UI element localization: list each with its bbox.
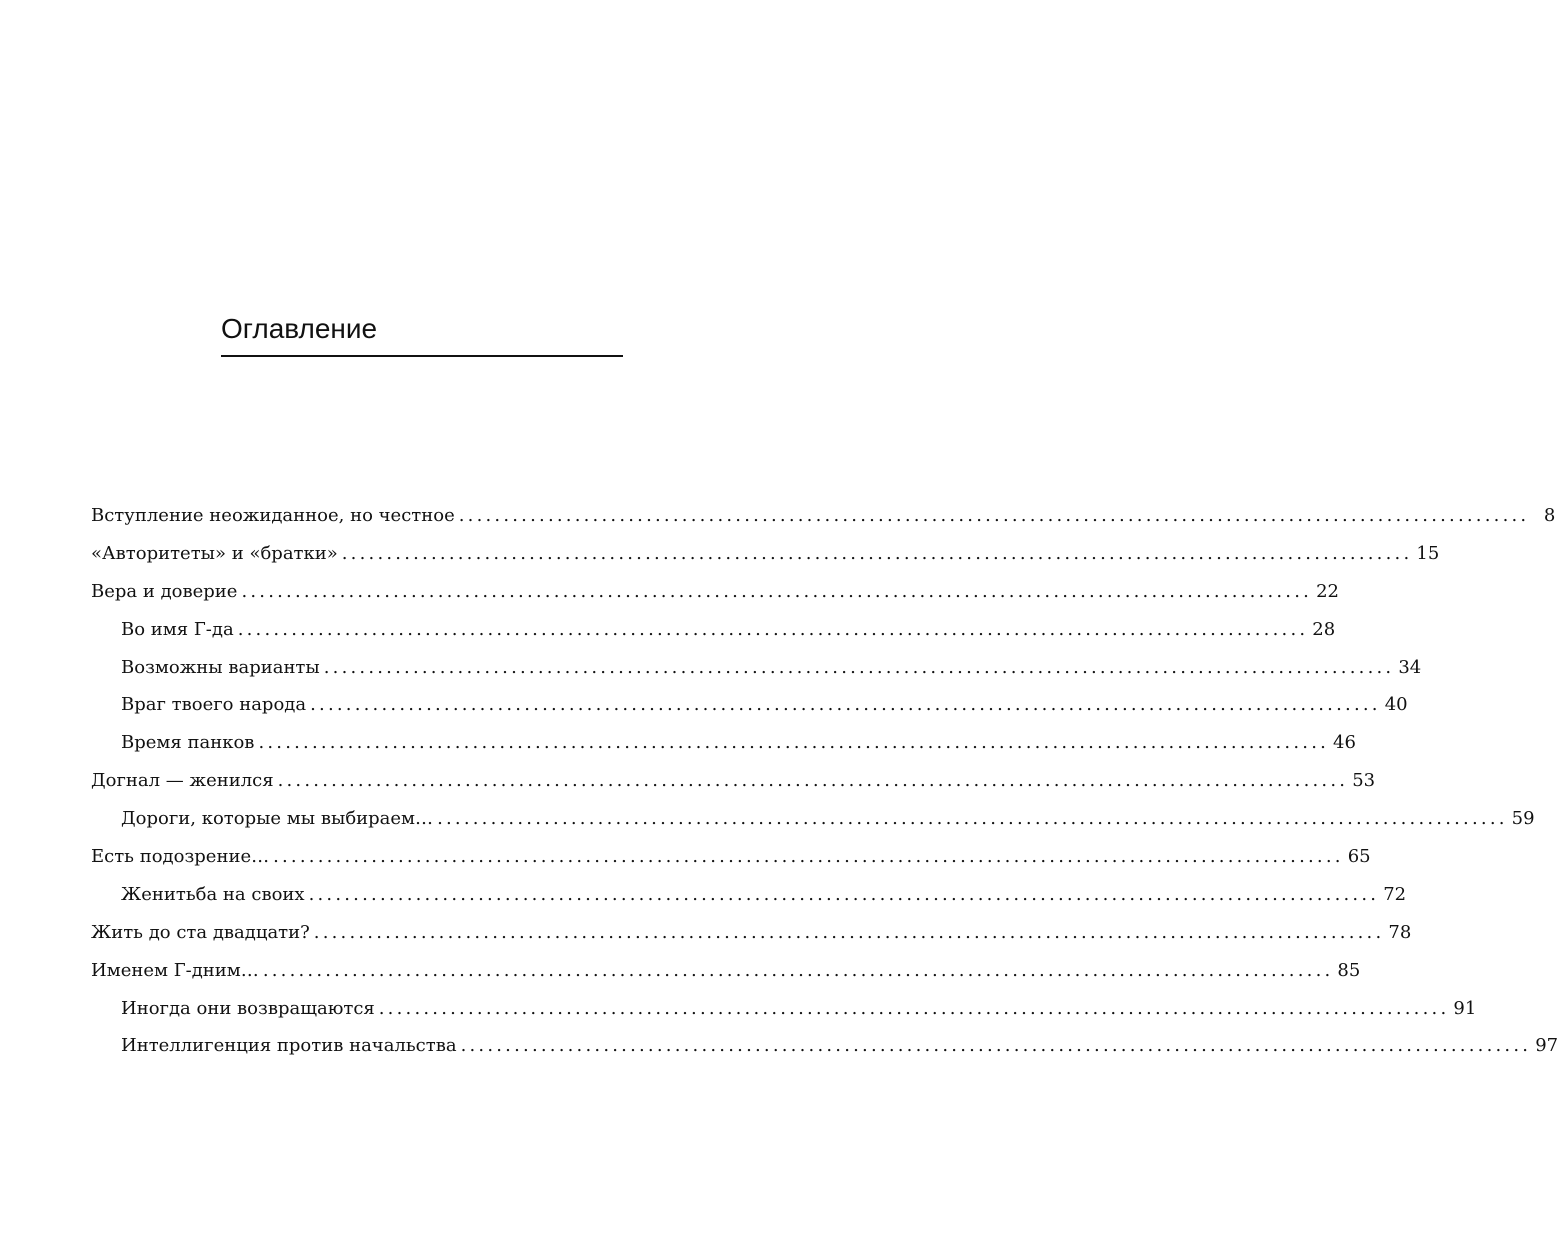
dot-leader: ........................................................................................................................	[310, 694, 1381, 716]
toc-entry[interactable]	[91, 535, 1440, 573]
toc-entry-page: 65	[1347, 846, 1371, 868]
toc-subentry[interactable]	[91, 649, 1422, 687]
toc-entry[interactable]	[91, 762, 1376, 800]
toc-entry-page: 85	[1337, 959, 1361, 981]
dot-leader: ........................................................................................................................	[458, 505, 1530, 526]
toc-entry-title: Есть подозрение…	[91, 846, 270, 868]
dot-leader: ........................................................................................................................	[313, 921, 1385, 943]
toc-entry-title: Время панков	[121, 732, 255, 754]
toc-entry-page: 8	[1543, 505, 1556, 526]
toc-entry[interactable]	[91, 952, 1361, 990]
dot-leader: ........................................................................................................................	[241, 580, 1313, 602]
toc-entry-page: 34	[1398, 656, 1422, 678]
toc-entry-page: 40	[1384, 694, 1408, 716]
toc-entry-page: 91	[1453, 997, 1477, 1019]
toc-entry[interactable]	[91, 497, 1556, 535]
dot-leader: ........................................................................................................................	[277, 770, 1349, 792]
toc-entry-page: 97	[1535, 1035, 1558, 1057]
toc-subentry[interactable]	[91, 990, 1477, 1028]
toc-subentry[interactable]	[91, 800, 1535, 838]
toc-entry[interactable]	[91, 914, 1412, 952]
toc-entry-title: Догнал — женился	[91, 770, 274, 792]
dot-leader: ........................................................................................................................	[323, 656, 1395, 678]
toc-subentry[interactable]	[91, 1027, 1558, 1065]
toc-entry-title: Женитьба на своих	[121, 883, 305, 905]
toc-subentry[interactable]	[91, 686, 1408, 724]
toc-entry-page: 46	[1333, 732, 1356, 754]
dot-leader: ........................................................................................................................	[308, 883, 1380, 905]
toc-entry[interactable]	[91, 838, 1371, 876]
dot-leader: ........................................................................................................................	[262, 959, 1334, 981]
toc-entry-title: Во имя Г-да	[121, 618, 234, 640]
page-title: Оглавление	[221, 313, 378, 344]
toc-entry-title: Интеллигенция против начальства	[121, 1035, 457, 1057]
toc-entry-page: 59	[1511, 808, 1535, 830]
toc-entry-page: 15	[1416, 542, 1440, 564]
toc-entry-page: 72	[1383, 883, 1407, 905]
dot-leader: ........................................................................................................................	[258, 732, 1330, 754]
toc-entry-page: 28	[1312, 618, 1336, 640]
title-underline	[221, 355, 623, 357]
dot-leader: ........................................................................................................................	[460, 1035, 1532, 1057]
dot-leader: ........................................................................................................................	[378, 997, 1450, 1019]
dot-leader: ........................................................................................................................	[273, 846, 1344, 868]
toc-entry-page: 78	[1388, 921, 1412, 943]
toc-entry-title: Именем Г-дним…	[91, 959, 259, 981]
toc-entry-title: Враг твоего народа	[121, 694, 307, 716]
toc-subentry[interactable]	[91, 876, 1407, 914]
toc-subentry[interactable]	[91, 724, 1356, 762]
toc-entry-title: Дороги, которые мы выбираем…	[121, 808, 434, 830]
toc-entry-title: Иногда они возвращаются	[121, 997, 375, 1019]
toc-entry-title: Возможны варианты	[121, 656, 320, 678]
dot-leader: ........................................................................................................................	[341, 542, 1413, 564]
toc-entry[interactable]	[91, 573, 1339, 611]
toc-entry-title: «Авторитеты» и «братки»	[91, 542, 338, 564]
dot-leader: ........................................................................................................................	[437, 808, 1508, 830]
toc-entry-title: Жить до ста двадцати?	[91, 921, 310, 943]
table-of-contents	[91, 497, 1558, 1065]
toc-entry-title: Вера и доверие	[91, 580, 238, 602]
dot-leader: ........................................................................................................................	[237, 618, 1309, 640]
toc-entry-page: 22	[1316, 580, 1339, 602]
toc-subentry[interactable]	[91, 611, 1336, 649]
toc-entry-title: Вступление неожиданное, но честное	[91, 505, 455, 526]
toc-entry-page: 53	[1352, 770, 1376, 792]
